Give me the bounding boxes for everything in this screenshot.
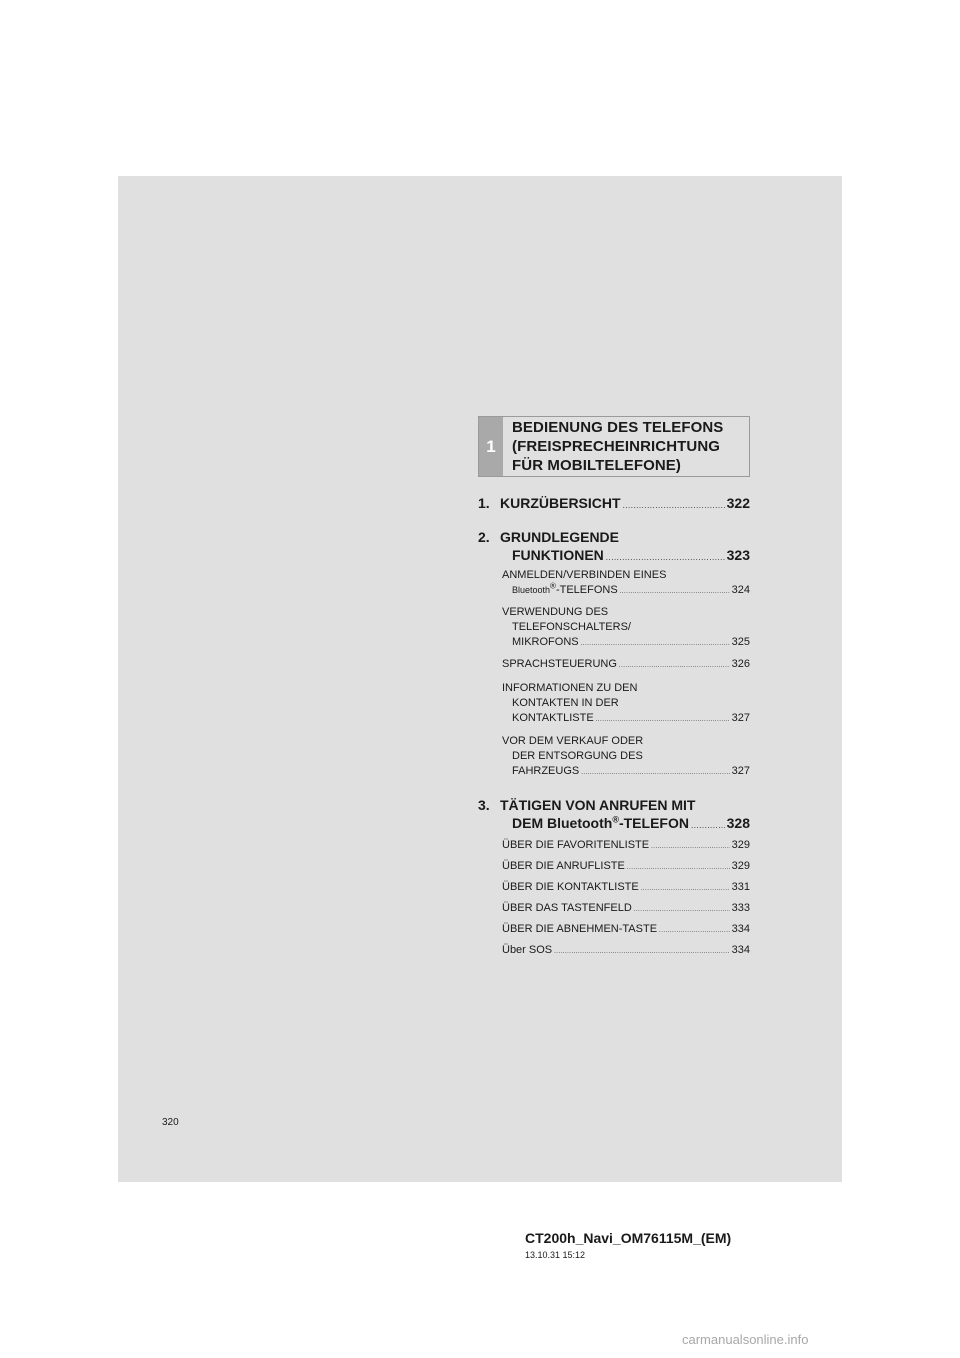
toc-subsection-title: ÜBER DIE ABNEHMEN-TASTE (502, 923, 658, 935)
toc-subsection-title: ÜBER DAS TASTENFELD (502, 902, 632, 914)
dot-leader (581, 637, 730, 652)
toc-page-number: 327 (731, 765, 750, 777)
page-number: 320 (162, 1117, 179, 1128)
toc-subsection-title: MIKROFONS (512, 636, 579, 648)
toc-subsection[interactable] (502, 838, 750, 855)
toc-page-number: 334 (731, 923, 750, 935)
dot-leader (554, 945, 730, 960)
toc-page-number: 326 (731, 658, 750, 670)
chapter-title-line: BEDIENUNG DES TELEFONS (512, 419, 724, 436)
toc-subsection-title: VERWENDUNG DES (502, 606, 609, 618)
dot-leader (620, 585, 730, 600)
toc-subsection[interactable] (502, 901, 750, 918)
toc-subsection[interactable] (502, 657, 750, 674)
toc-subsection-title: ÜBER DIE KONTAKTLISTE (502, 881, 639, 893)
dot-leader (651, 840, 730, 855)
watermark: carmanualsonline.info (682, 1332, 809, 1347)
toc-subsection-title: DER ENTSORGUNG DES (512, 750, 643, 762)
toc-section-number: 2. (478, 529, 490, 545)
dot-leader (641, 882, 730, 897)
toc-subsection-title: ÜBER DIE FAVORITENLISTE (502, 839, 650, 851)
dot-leader (691, 817, 725, 835)
toc-page-number: 324 (731, 584, 750, 596)
dot-leader (606, 549, 725, 567)
dot-leader (634, 903, 730, 918)
toc-page-number: 329 (731, 839, 750, 851)
dot-leader (623, 497, 725, 515)
toc-subsection-title: ÜBER DIE ANRUFLISTE (502, 860, 625, 872)
toc-subsection-title: TELEFONSCHALTERS/ (512, 621, 631, 633)
toc-section-number: 3. (478, 797, 490, 813)
toc-page-number: 331 (731, 881, 750, 893)
toc-subsection-title: SPRACHSTEUERUNG (502, 658, 617, 670)
toc-subsection[interactable] (502, 943, 750, 960)
page-panel (118, 176, 842, 1182)
toc-section-title: GRUNDLEGENDE (500, 529, 620, 545)
toc-subsection-title: Bluetooth®-TELEFONS (512, 581, 618, 596)
toc-subsection-title: FAHRZEUGS (512, 765, 580, 777)
dot-leader (659, 924, 730, 939)
toc-section-title: TÄTIGEN VON ANRUFEN MIT (500, 797, 696, 813)
dot-leader (596, 713, 730, 728)
dot-leader (581, 766, 729, 781)
toc-page-number: 334 (731, 944, 750, 956)
timestamp: 13.10.31 15:12 (525, 1250, 586, 1260)
dot-leader (619, 659, 730, 674)
toc-page-number: 322 (726, 495, 750, 511)
toc-page-number: 323 (726, 547, 750, 563)
chapter-title (512, 418, 744, 475)
toc-subsection[interactable] (502, 605, 750, 652)
toc-page-number: 328 (726, 815, 750, 831)
chapter-number: 1 (479, 417, 503, 476)
toc-page-number: 325 (731, 636, 750, 648)
toc-subsection-title: VOR DEM VERKAUF ODER (502, 735, 644, 747)
toc-subsection-title: INFORMATIONEN ZU DEN (502, 682, 638, 694)
toc-section-title: FUNKTIONEN (512, 547, 604, 563)
toc-section-title: DEM Bluetooth®-TELEFON (512, 814, 689, 831)
toc-subsection-title: ANMELDEN/VERBINDEN EINES (502, 569, 667, 581)
toc-subsection[interactable] (502, 922, 750, 939)
toc-page-number: 329 (731, 860, 750, 872)
toc-section-number: 1. (478, 495, 490, 511)
toc-page-number: 333 (731, 902, 750, 914)
chapter-title-line: FÜR MOBILTELEFONE) (512, 457, 682, 474)
toc-subsection-title: Über SOS (502, 944, 553, 956)
toc-subsection-title: KONTAKTEN IN DER (512, 697, 619, 709)
toc-subsection[interactable] (502, 859, 750, 876)
document-id: CT200h_Navi_OM76115M_(EM) (525, 1230, 732, 1246)
toc-subsection[interactable] (502, 734, 750, 781)
toc-subsection[interactable] (502, 681, 750, 728)
toc-subsection[interactable] (502, 880, 750, 897)
toc-section-title: KURZÜBERSICHT (500, 495, 621, 511)
toc-subsection-title: KONTAKTLISTE (512, 712, 594, 724)
chapter-title-line: (FREISPRECHEINRICHTUNG (512, 438, 721, 455)
dot-leader (627, 861, 730, 876)
toc-page-number: 327 (731, 712, 750, 724)
chapter-header (478, 416, 750, 477)
toc-subsection[interactable] (502, 568, 750, 600)
